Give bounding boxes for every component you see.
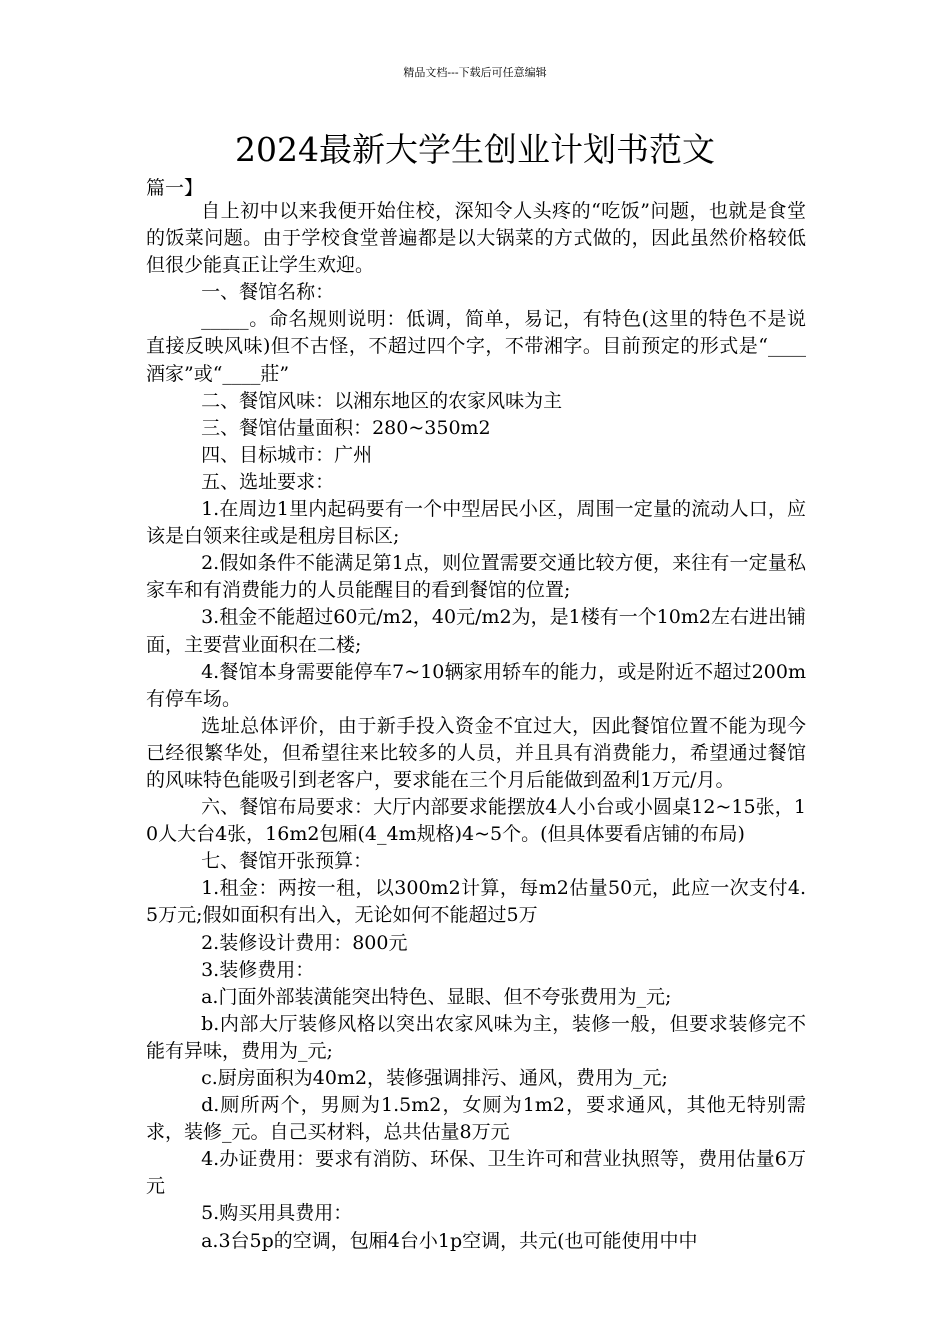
paragraph: 选址总体评价，由于新手投入资金不宜过大，因此餐馆位置不能为现今已经很繁华处，但希望往来比较多的人员，并且具有消费能力，希望通过餐馆的风味特色能吸引到老客户，要求能在三个月后能做到盈利1万元/月。 (146, 714, 806, 791)
paragraph: 五、选址要求： (201, 470, 335, 493)
paragraph: 3.租金不能超过60元/m2，40元/m2为，是1楼有一个10m2左右进出铺面，主要营业面积在二楼; (146, 606, 806, 656)
paragraph: 自上初中以来我便开始住校，深知令人头疼的“吃饭”问题，也就是食堂的饭菜问题。由于学校食堂普遍都是以大锅菜的方式做的，因此虽然价格较低但很少能真正让学生欢迎。 (146, 200, 806, 277)
paragraph: 4.办证费用：要求有消防、环保、卫生许可和营业执照等，费用估量6万元 (146, 1148, 806, 1198)
paragraph: b.内部大厅装修风格以突出农家风味为主，装修一般，但要求装修完不能有异味，费用为_元; (146, 1012, 806, 1062)
document-body (146, 198, 806, 1255)
paragraph: _____。命名规则说明：低调，简单，易记，有特色(这里的特色不是说直接反映风味)但不古怪，不超过四个字，不带湘字。目前预定的形式是“____酒家”或“____莊” (146, 308, 806, 385)
paragraph: a.3台5p的空调，包厢4台小1p空调，共元(也可能使用中中 (201, 1229, 698, 1252)
header-note: 精品文档---下载后可任意编辑 (403, 66, 547, 79)
paragraph: 六、餐馆布局要求：大厅内部要求能摆放4人小台或小圆桌12~15张，10人大台4张，16m2包厢(4_4m规格)4~5个。(但具体要看店铺的布局) (146, 796, 806, 846)
paragraph: 2.装修设计费用：800元 (201, 931, 408, 954)
paragraph: 2.假如条件不能满足第1点，则位置需要交通比较方便，来往有一定量私家车和有消费能力的人员能醒目的看到餐馆的位置; (146, 552, 806, 602)
paragraph: 5.购买用具费用： (201, 1202, 353, 1225)
paragraph: 一、餐馆名称： (201, 281, 335, 304)
paragraph: 四、目标城市：广州 (201, 443, 373, 466)
paragraph: a.门面外部装潢能突出特色、显眼、但不夸张费用为_元; (201, 985, 672, 1008)
document-title: 2024最新大学生创业计划书范文 (235, 130, 715, 169)
paragraph: 二、餐馆风味：以湘东地区的农家风味为主 (201, 389, 563, 412)
paragraph: 七、餐馆开张预算： (201, 850, 373, 873)
paragraph: 三、餐馆估量面积：280~350m2 (201, 416, 491, 439)
paragraph: 4.餐馆本身需要能停车7~10辆家用轿车的能力，或是附近不超过200m有停车场。 (146, 660, 806, 710)
paragraph: d.厕所两个，男厕为1.5m2，女厕为1m2，要求通风，其他无特别需求，装修_元。自己买材料，总共估量8万元 (146, 1094, 806, 1144)
paragraph: c.厨房面积为40m2，装修强调排污、通风，费用为_元; (201, 1067, 668, 1089)
section-label: 篇一】 (146, 177, 204, 199)
paragraph: 3.装修费用： (201, 958, 315, 981)
paragraph: 1.在周边1里内起码要有一个中型居民小区，周围一定量的流动人口，应该是白领来往或是租房目标区; (146, 498, 806, 548)
paragraph: 1.租金：两按一租，以300m2计算，每m2估量50元，此应一次支付4.5万元;假如面积有出入，无论如何不能超过5万 (146, 877, 806, 927)
